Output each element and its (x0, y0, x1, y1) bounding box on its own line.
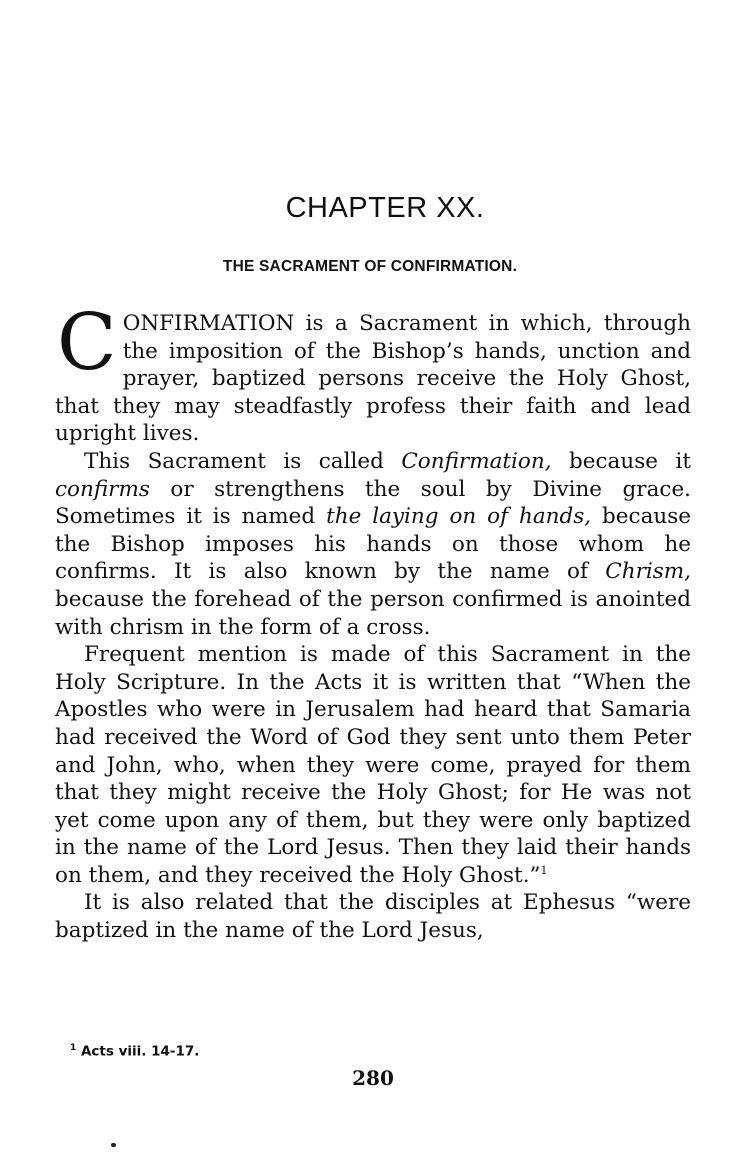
paragraph-3 (55, 641, 691, 889)
paragraph-2-italic-1: Confirmation, (401, 448, 552, 474)
page-number: 280 (352, 1066, 394, 1090)
paragraph-2-text-5: because the forehead of the person confirmed is anointed with chrism in the form of a cross. (55, 586, 691, 640)
paragraph-2-text-1: This Sacrament is called (84, 448, 402, 474)
footnote-reference: 1 (540, 863, 548, 877)
paragraph-4 (55, 889, 691, 944)
paragraph-2-italic-2: confirms (55, 476, 150, 502)
paragraph-3-text: Frequent mention is made of this Sacrament in the Holy Scripture. In the Acts it is written that “When the Apostles who were in Jerusalem had heard that Samaria had received the Word of God they sent unto them Peter and John, who, when they were come, prayed for them that they might receive the Holy Ghost; for He was not yet come upon any of them, but they were only baptized in the name of the Lord Jesus. Then they laid their hands on them, and they received the Holy Ghost.” (55, 642, 691, 888)
footnote-text: Acts viii. 14-17. (80, 1043, 200, 1060)
paragraph-2 (55, 448, 691, 641)
paragraph-1-text: ONFIRMATION is a Sacrament in which, through the imposition of the Bishop’s hands, unction and prayer, baptized persons receive the Holy Ghost, that they may steadfastly profess their faith and lead upright lives. (55, 311, 691, 447)
drop-cap: C (57, 298, 117, 388)
footnote (70, 1043, 199, 1060)
body-text (55, 298, 691, 945)
chapter-title: CHAPTER XX. (285, 192, 485, 224)
paragraph-2-text-4: because the Bishop imposes his hands on those whom he confirms. It is also known by the name of (55, 504, 691, 585)
paragraph-2-italic-4: Chrism, (605, 559, 691, 585)
footnote-marker: 1 (70, 1043, 77, 1053)
paragraph-2-italic-3: the laying on of hands, (326, 504, 592, 530)
paragraph-2-text-3: or strengthens the soul by Divine grace. Sometimes it is named (55, 476, 691, 530)
print-speck (111, 1143, 116, 1147)
paragraph-2-text-2: because it (551, 448, 691, 474)
paragraph-1 (55, 298, 691, 448)
paragraph-4-text: It is also related that the disciples at Ephesus “were baptized in the name of the Lord Jesus, (55, 890, 691, 944)
chapter-subtitle: THE SACRAMENT OF CONFIRMATION. (222, 258, 518, 275)
